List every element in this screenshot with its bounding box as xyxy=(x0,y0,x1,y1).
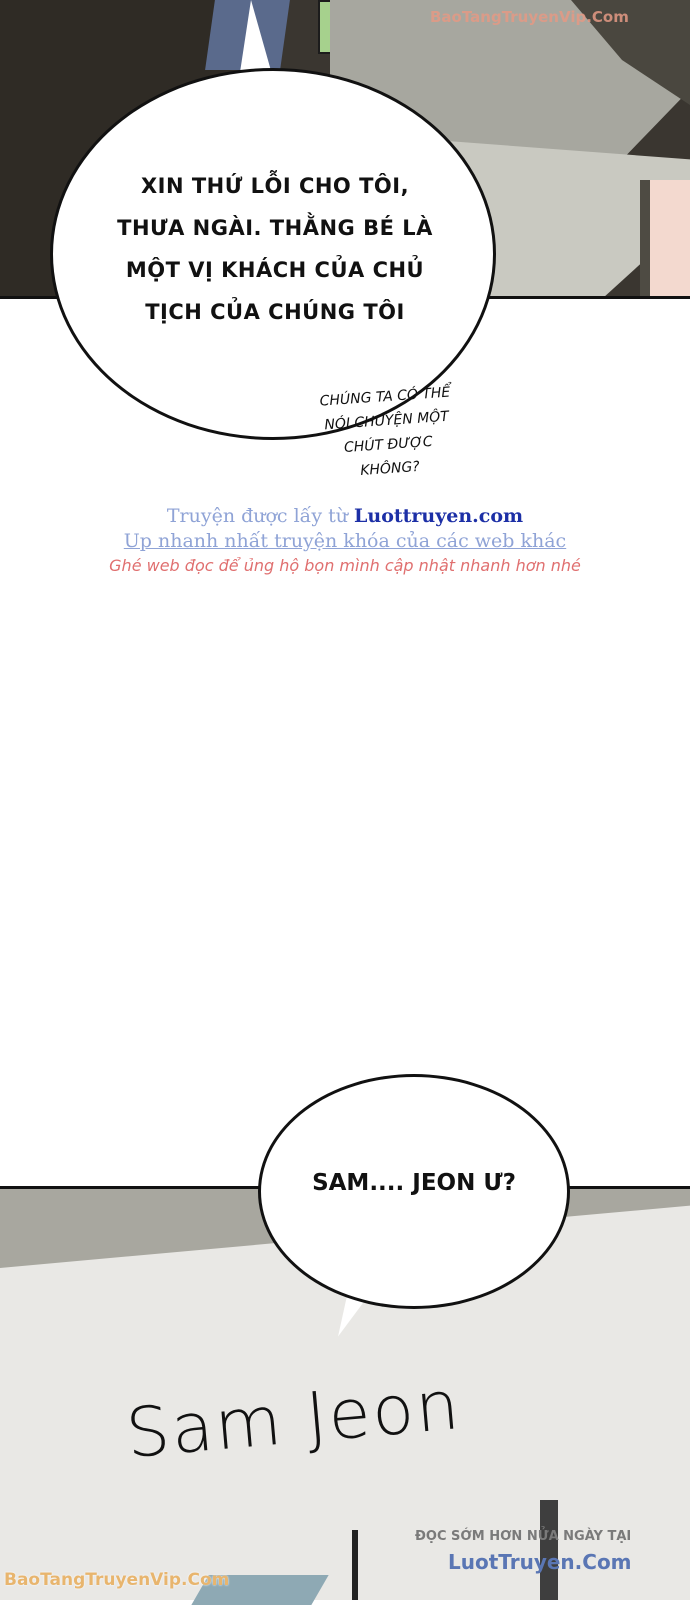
watermark-early-read: ĐỌC SỚM HƠN NỬA NGÀY TẠI xyxy=(415,1529,632,1544)
sign-text: Sam Jeon xyxy=(123,1366,465,1474)
promo-site-link[interactable]: Luottruyen.com xyxy=(354,505,524,527)
speech-bubble-text xyxy=(90,165,460,333)
watermark-site: LuotTruyen.Com xyxy=(448,1550,632,1574)
skin-art xyxy=(640,180,690,298)
speech-line: THƯA NGÀI. THẰNG BÉ LÀ xyxy=(117,216,433,240)
whisper-line: CHÚT ĐƯỢC xyxy=(343,433,434,457)
promo-line-2[interactable]: Up nhanh nhất truyện khóa của các web khác xyxy=(123,530,567,552)
logo-bar xyxy=(352,1530,358,1600)
speech-line: XIN THỨ LỖI CHO TÔI, xyxy=(140,174,410,198)
whisper-line: KHÔNG? xyxy=(359,458,421,479)
promo-prefix: Truyện được lấy từ xyxy=(166,505,355,527)
watermark-top-right: BaoTangTruyenVip.Com xyxy=(430,8,629,26)
watermark-bottom-left: BaoTangTruyenVip.Com xyxy=(4,1570,230,1590)
whisper-line: NÓI CHUYỆN MỘT xyxy=(323,408,450,434)
promo-banner xyxy=(0,504,690,578)
speech-bubble-text: SAM.... JEON Ư? xyxy=(312,1170,516,1196)
promo-line-3: Ghé web đọc để ủng hộ bọn mình cập nhật nhanh hơn nhé xyxy=(109,556,581,575)
speech-line: MỘT VỊ KHÁCH CỦA CHỦ xyxy=(125,258,425,282)
whisper-line: CHÚNG TA CÓ THỂ xyxy=(319,384,451,410)
whisper-text xyxy=(297,379,478,487)
promo-line-1 xyxy=(0,504,690,528)
speech-line: TỊCH CỦA CHÚNG TÔI xyxy=(145,300,405,324)
